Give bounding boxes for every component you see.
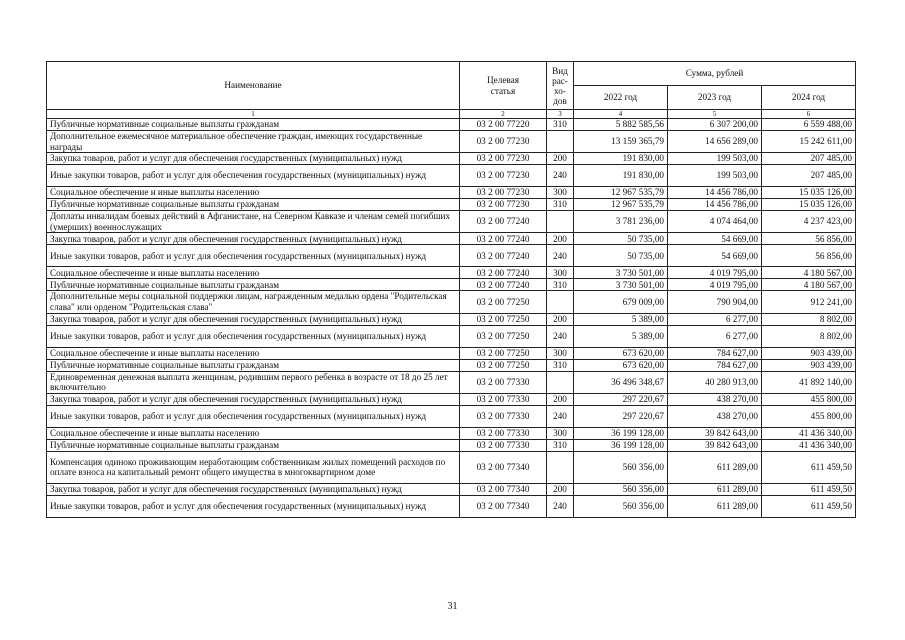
row-code: 03 2 00 77330 [460,371,547,393]
row-sum-2022: 673 620,00 [574,359,668,371]
header-name: Наименование [47,62,460,110]
row-vid: 310 [547,359,574,371]
header-year-2024: 2024 год [762,86,856,110]
row-sum-2024: 41 436 340,00 [762,439,856,451]
table-row [47,267,856,279]
header-vid-line4: дов [553,95,567,106]
table-body [47,119,856,518]
row-code: 03 2 00 77240 [460,245,547,267]
row-code: 03 2 00 77240 [460,279,547,291]
row-code: 03 2 00 77340 [460,451,547,483]
row-sum-2023: 40 280 913,00 [668,371,762,393]
header-vid-line1: Вид [552,65,568,76]
row-sum-2023: 784 627,00 [668,347,762,359]
row-sum-2022: 3 730 501,00 [574,267,668,279]
row-code: 03 2 00 77250 [460,313,547,325]
table-row [47,199,856,211]
table-row [47,359,856,371]
row-sum-2022: 191 830,00 [574,165,668,187]
table-row [47,371,856,393]
row-code: 03 2 00 77250 [460,347,547,359]
row-name: Публичные нормативные социальные выплаты гражданам [47,359,460,371]
row-sum-2023: 39 842 643,00 [668,439,762,451]
table-row [47,393,856,405]
header-code-line2: статья [490,85,516,96]
table-row [47,483,856,495]
table-row [47,291,856,313]
row-sum-2024: 4 180 567,00 [762,279,856,291]
row-sum-2023: 611 289,00 [668,451,762,483]
row-sum-2022: 560 356,00 [574,495,668,517]
row-sum-2024: 455 800,00 [762,405,856,427]
row-sum-2024: 912 241,00 [762,291,856,313]
header-sum: Сумма, рублей [574,62,856,86]
row-name: Дополнительное ежемесячное материальное обеспечение граждан, имеющих государственные награды [47,131,460,153]
row-code: 03 2 00 77250 [460,325,547,347]
row-vid [547,451,574,483]
row-sum-2024: 903 439,00 [762,347,856,359]
row-sum-2022: 560 356,00 [574,483,668,495]
row-vid: 240 [547,165,574,187]
row-sum-2023: 784 627,00 [668,359,762,371]
row-name: Публичные нормативные социальные выплаты гражданам [47,439,460,451]
row-vid: 200 [547,233,574,245]
row-vid: 240 [547,325,574,347]
row-sum-2023: 4 019 795,00 [668,279,762,291]
row-code: 03 2 00 77250 [460,359,547,371]
row-name: Иные закупки товаров, работ и услуг для обеспечения государственных (муниципальных) нужд [47,495,460,517]
row-name: Компенсация одиноко проживающим неработающим собственникам жилых помещений расходов по оплате взноса на капитальный ремонт общего имущества в многоквартирном доме [47,451,460,483]
table-row [47,211,856,233]
row-name: Иные закупки товаров, работ и услуг для обеспечения государственных (муниципальных) нужд [47,325,460,347]
table-row [47,427,856,439]
table-row [47,165,856,187]
row-name: Публичные нормативные социальные выплаты гражданам [47,279,460,291]
row-vid: 310 [547,279,574,291]
row-sum-2023: 54 669,00 [668,233,762,245]
row-vid: 310 [547,439,574,451]
row-sum-2022: 3 781 236,00 [574,211,668,233]
row-code: 03 2 00 77230 [460,165,547,187]
row-sum-2024: 207 485,00 [762,165,856,187]
row-sum-2024: 15 242 611,00 [762,131,856,153]
row-sum-2024: 8 802,00 [762,325,856,347]
row-vid: 200 [547,483,574,495]
row-code: 03 2 00 77230 [460,199,547,211]
row-sum-2022: 36 496 348,67 [574,371,668,393]
row-name: Иные закупки товаров, работ и услуг для обеспечения государственных (муниципальных) нужд [47,405,460,427]
table-row [47,347,856,359]
row-sum-2022: 5 882 585,56 [574,119,668,131]
row-sum-2022: 50 735,00 [574,233,668,245]
budget-table [46,61,856,518]
row-name: Закупка товаров, работ и услуг для обеспечения государственных (муниципальных) нужд [47,483,460,495]
row-sum-2022: 297 220,67 [574,405,668,427]
row-vid [547,211,574,233]
row-code: 03 2 00 77220 [460,119,547,131]
row-sum-2024: 56 856,00 [762,233,856,245]
table-row [47,495,856,517]
row-code: 03 2 00 77330 [460,427,547,439]
row-sum-2023: 6 307 200,00 [668,119,762,131]
row-vid: 240 [547,495,574,517]
row-sum-2024: 903 439,00 [762,359,856,371]
row-sum-2022: 36 199 128,00 [574,439,668,451]
row-sum-2022: 36 199 128,00 [574,427,668,439]
header-code [460,62,547,110]
column-number: 2 [460,110,547,119]
row-code: 03 2 00 77240 [460,267,547,279]
row-sum-2024: 6 559 488,00 [762,119,856,131]
row-sum-2022: 3 730 501,00 [574,279,668,291]
table-row [47,325,856,347]
row-name: Иные закупки товаров, работ и услуг для обеспечения государственных (муниципальных) нужд [47,165,460,187]
table-row [47,245,856,267]
row-sum-2023: 4 019 795,00 [668,267,762,279]
row-name: Социальное обеспечение и иные выплаты населению [47,347,460,359]
header-year-2023: 2023 год [668,86,762,110]
row-vid [547,371,574,393]
row-sum-2024: 15 035 126,00 [762,199,856,211]
row-name: Публичные нормативные социальные выплаты гражданам [47,119,460,131]
table-row [47,279,856,291]
row-code: 03 2 00 77330 [460,439,547,451]
row-name: Закупка товаров, работ и услуг для обеспечения государственных (муниципальных) нужд [47,153,460,165]
row-sum-2022: 673 620,00 [574,347,668,359]
row-code: 03 2 00 77230 [460,131,547,153]
row-vid: 300 [547,427,574,439]
row-name: Закупка товаров, работ и услуг для обеспечения государственных (муниципальных) нужд [47,233,460,245]
row-sum-2023: 14 656 289,00 [668,131,762,153]
row-vid: 200 [547,313,574,325]
row-code: 03 2 00 77330 [460,393,547,405]
column-number: 1 [47,110,460,119]
table-row [47,153,856,165]
row-vid: 310 [547,119,574,131]
row-sum-2023: 438 270,00 [668,405,762,427]
row-code: 03 2 00 77340 [460,495,547,517]
row-sum-2022: 12 967 535,79 [574,187,668,199]
row-code: 03 2 00 77240 [460,233,547,245]
row-sum-2024: 4 180 567,00 [762,267,856,279]
budget-table-page [46,61,856,518]
row-sum-2023: 199 503,00 [668,153,762,165]
row-sum-2022: 13 159 365,79 [574,131,668,153]
row-vid: 310 [547,199,574,211]
header-vid [547,62,574,110]
row-code: 03 2 00 77230 [460,153,547,165]
row-sum-2023: 790 904,00 [668,291,762,313]
row-sum-2023: 438 270,00 [668,393,762,405]
column-number: 3 [547,110,574,119]
row-sum-2022: 191 830,00 [574,153,668,165]
row-sum-2023: 611 289,00 [668,483,762,495]
row-sum-2022: 560 356,00 [574,451,668,483]
row-name: Социальное обеспечение и иные выплаты населению [47,427,460,439]
row-vid [547,291,574,313]
row-name: Иные закупки товаров, работ и услуг для обеспечения государственных (муниципальных) нужд [47,245,460,267]
column-number: 5 [668,110,762,119]
row-code: 03 2 00 77330 [460,405,547,427]
row-code: 03 2 00 77250 [460,291,547,313]
table-row [47,131,856,153]
row-name: Социальное обеспечение и иные выплаты населению [47,267,460,279]
page-number: 31 [447,601,458,612]
row-sum-2024: 56 856,00 [762,245,856,267]
row-sum-2023: 39 842 643,00 [668,427,762,439]
row-sum-2023: 611 289,00 [668,495,762,517]
column-number: 4 [574,110,668,119]
row-sum-2023: 54 669,00 [668,245,762,267]
row-sum-2024: 611 459,50 [762,495,856,517]
row-code: 03 2 00 77240 [460,211,547,233]
header-vid-line3: хо- [554,85,566,96]
row-name: Закупка товаров, работ и услуг для обеспечения государственных (муниципальных) нужд [47,393,460,405]
row-sum-2024: 207 485,00 [762,153,856,165]
row-vid: 300 [547,347,574,359]
row-sum-2024: 15 035 126,00 [762,187,856,199]
row-sum-2022: 297 220,67 [574,393,668,405]
row-vid [547,131,574,153]
row-vid: 200 [547,393,574,405]
row-code: 03 2 00 77230 [460,187,547,199]
table-row [47,313,856,325]
row-vid: 240 [547,245,574,267]
row-sum-2024: 611 459,50 [762,451,856,483]
row-vid: 200 [547,153,574,165]
table-row [47,187,856,199]
row-sum-2022: 50 735,00 [574,245,668,267]
table-row [47,119,856,131]
row-vid: 300 [547,267,574,279]
header-year-2022: 2022 год [574,86,668,110]
row-sum-2023: 199 503,00 [668,165,762,187]
row-code: 03 2 00 77340 [460,483,547,495]
row-sum-2023: 14 456 786,00 [668,199,762,211]
column-number: 6 [762,110,856,119]
row-name: Единовременная денежная выплата женщинам, родившим первого ребенка в возрасте от 18 до 25 лет включительно [47,371,460,393]
row-name: Публичные нормативные социальные выплаты гражданам [47,199,460,211]
row-sum-2023: 4 074 464,00 [668,211,762,233]
table-row [47,451,856,483]
table-row [47,405,856,427]
row-name: Доплаты инвалидам боевых действий в Афганистане, на Северном Кавказе и членам семей погибших (умерших) военнослужащих [47,211,460,233]
table-row [47,233,856,245]
row-sum-2024: 455 800,00 [762,393,856,405]
table-row [47,439,856,451]
row-sum-2022: 12 967 535,79 [574,199,668,211]
row-sum-2024: 4 237 423,00 [762,211,856,233]
header-code-line1: Целевая [487,74,519,85]
header-vid-line2: рас- [552,75,568,86]
row-name: Закупка товаров, работ и услуг для обеспечения государственных (муниципальных) нужд [47,313,460,325]
row-vid: 240 [547,405,574,427]
row-sum-2024: 8 802,00 [762,313,856,325]
row-sum-2023: 14 456 786,00 [668,187,762,199]
row-vid: 300 [547,187,574,199]
column-number-row [47,110,856,119]
row-sum-2024: 611 459,50 [762,483,856,495]
row-name: Дополнительные меры социальной поддержки лицам, награжденным медалью ордена "Родительская слава" или орденом "Родительская слава" [47,291,460,313]
row-sum-2023: 6 277,00 [668,325,762,347]
row-sum-2024: 41 436 340,00 [762,427,856,439]
row-sum-2024: 41 892 140,00 [762,371,856,393]
row-sum-2022: 5 389,00 [574,313,668,325]
row-sum-2023: 6 277,00 [668,313,762,325]
row-sum-2022: 5 389,00 [574,325,668,347]
row-name: Социальное обеспечение и иные выплаты населению [47,187,460,199]
row-sum-2022: 679 009,00 [574,291,668,313]
